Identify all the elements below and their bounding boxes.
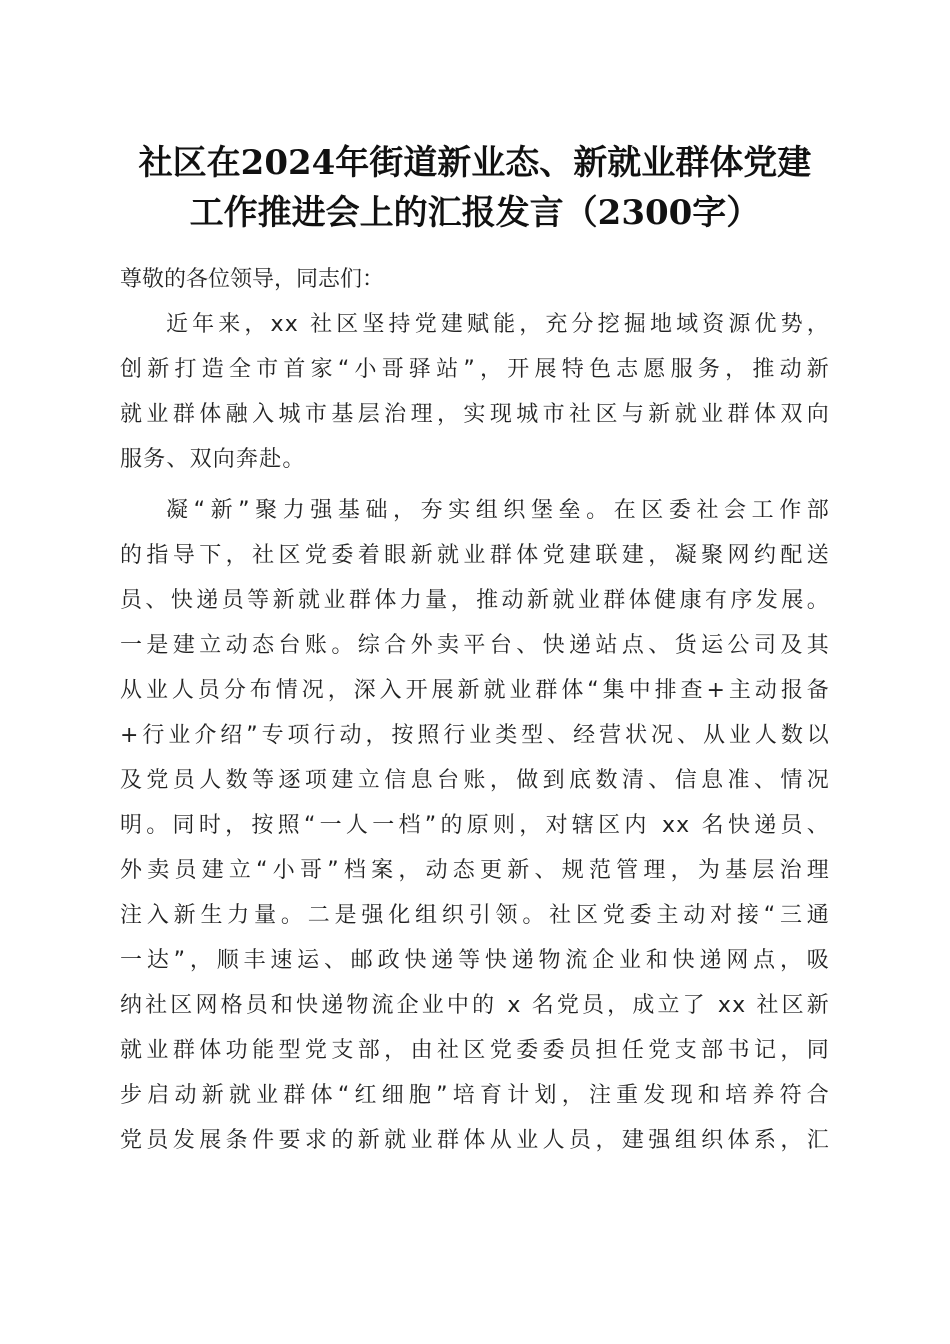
text-line: 及党员人数等逐项建立信息台账，做到底数清、信息准、情况 bbox=[120, 768, 830, 793]
title-line-1: 社区在2024年街道新业态、新就业群体党建 bbox=[138, 143, 812, 183]
text-line: 的指导下，社区党委着眼新就业群体党建联建，凝聚网约配送 bbox=[120, 543, 830, 568]
text-line: 一是建立动态台账。综合外卖平台、快递站点、货运公司及其 bbox=[120, 633, 830, 658]
document-body bbox=[120, 258, 830, 1163]
paragraph-intro bbox=[120, 302, 830, 482]
salutation: 尊敬的各位领导，同志们： bbox=[120, 267, 385, 292]
text-line: 明。同时，按照“一人一档”的原则，对辖区内 xx 名快递员、 bbox=[120, 813, 830, 838]
text-line: 就业群体融入城市基层治理，实现城市社区与新就业群体双向 bbox=[120, 402, 830, 427]
text-line: 近年来，xx 社区坚持党建赋能，充分挖掘地域资源优势， bbox=[166, 312, 830, 337]
text-line: 一达”，顺丰速运、邮政快递等快递物流企业和快递网点，吸 bbox=[120, 948, 830, 973]
text-line: 从业人员分布情况，深入开展新就业群体“集中排查+主动报备 bbox=[120, 678, 830, 703]
text-line: 创新打造全市首家“小哥驿站”，开展特色志愿服务，推动新 bbox=[120, 357, 830, 382]
text-line: 注入新生力量。二是强化组织引领。社区党委主动对接“三通 bbox=[120, 903, 830, 928]
text-line: 员、快递员等新就业群体力量，推动新就业群体健康有序发展。 bbox=[120, 588, 830, 613]
document-title bbox=[60, 138, 890, 238]
text-line: +行业介绍”专项行动，按照行业类型、经营状况、从业人数以 bbox=[120, 723, 830, 748]
text-line: 纳社区网格员和快递物流企业中的 x 名党员，成立了 xx 社区新 bbox=[120, 993, 830, 1018]
text-line: 服务、双向奔赴。 bbox=[120, 447, 306, 472]
text-line: 步启动新就业群体“红细胞”培育计划，注重发现和培养符合 bbox=[120, 1083, 830, 1108]
text-line: 党员发展条件要求的新就业群体从业人员，建强组织体系，汇 bbox=[120, 1128, 830, 1153]
text-line: 凝“新”聚力强基础，夯实组织堡垒。在区委社会工作部 bbox=[166, 498, 830, 523]
text-line: 就业群体功能型党支部，由社区党委委员担任党支部书记，同 bbox=[120, 1038, 830, 1063]
paragraph-organization bbox=[120, 488, 830, 1163]
text-line: 外卖员建立“小哥”档案，动态更新、规范管理，为基层治理 bbox=[120, 858, 830, 883]
title-line-2: 工作推进会上的汇报发言（2300字） bbox=[189, 193, 761, 233]
